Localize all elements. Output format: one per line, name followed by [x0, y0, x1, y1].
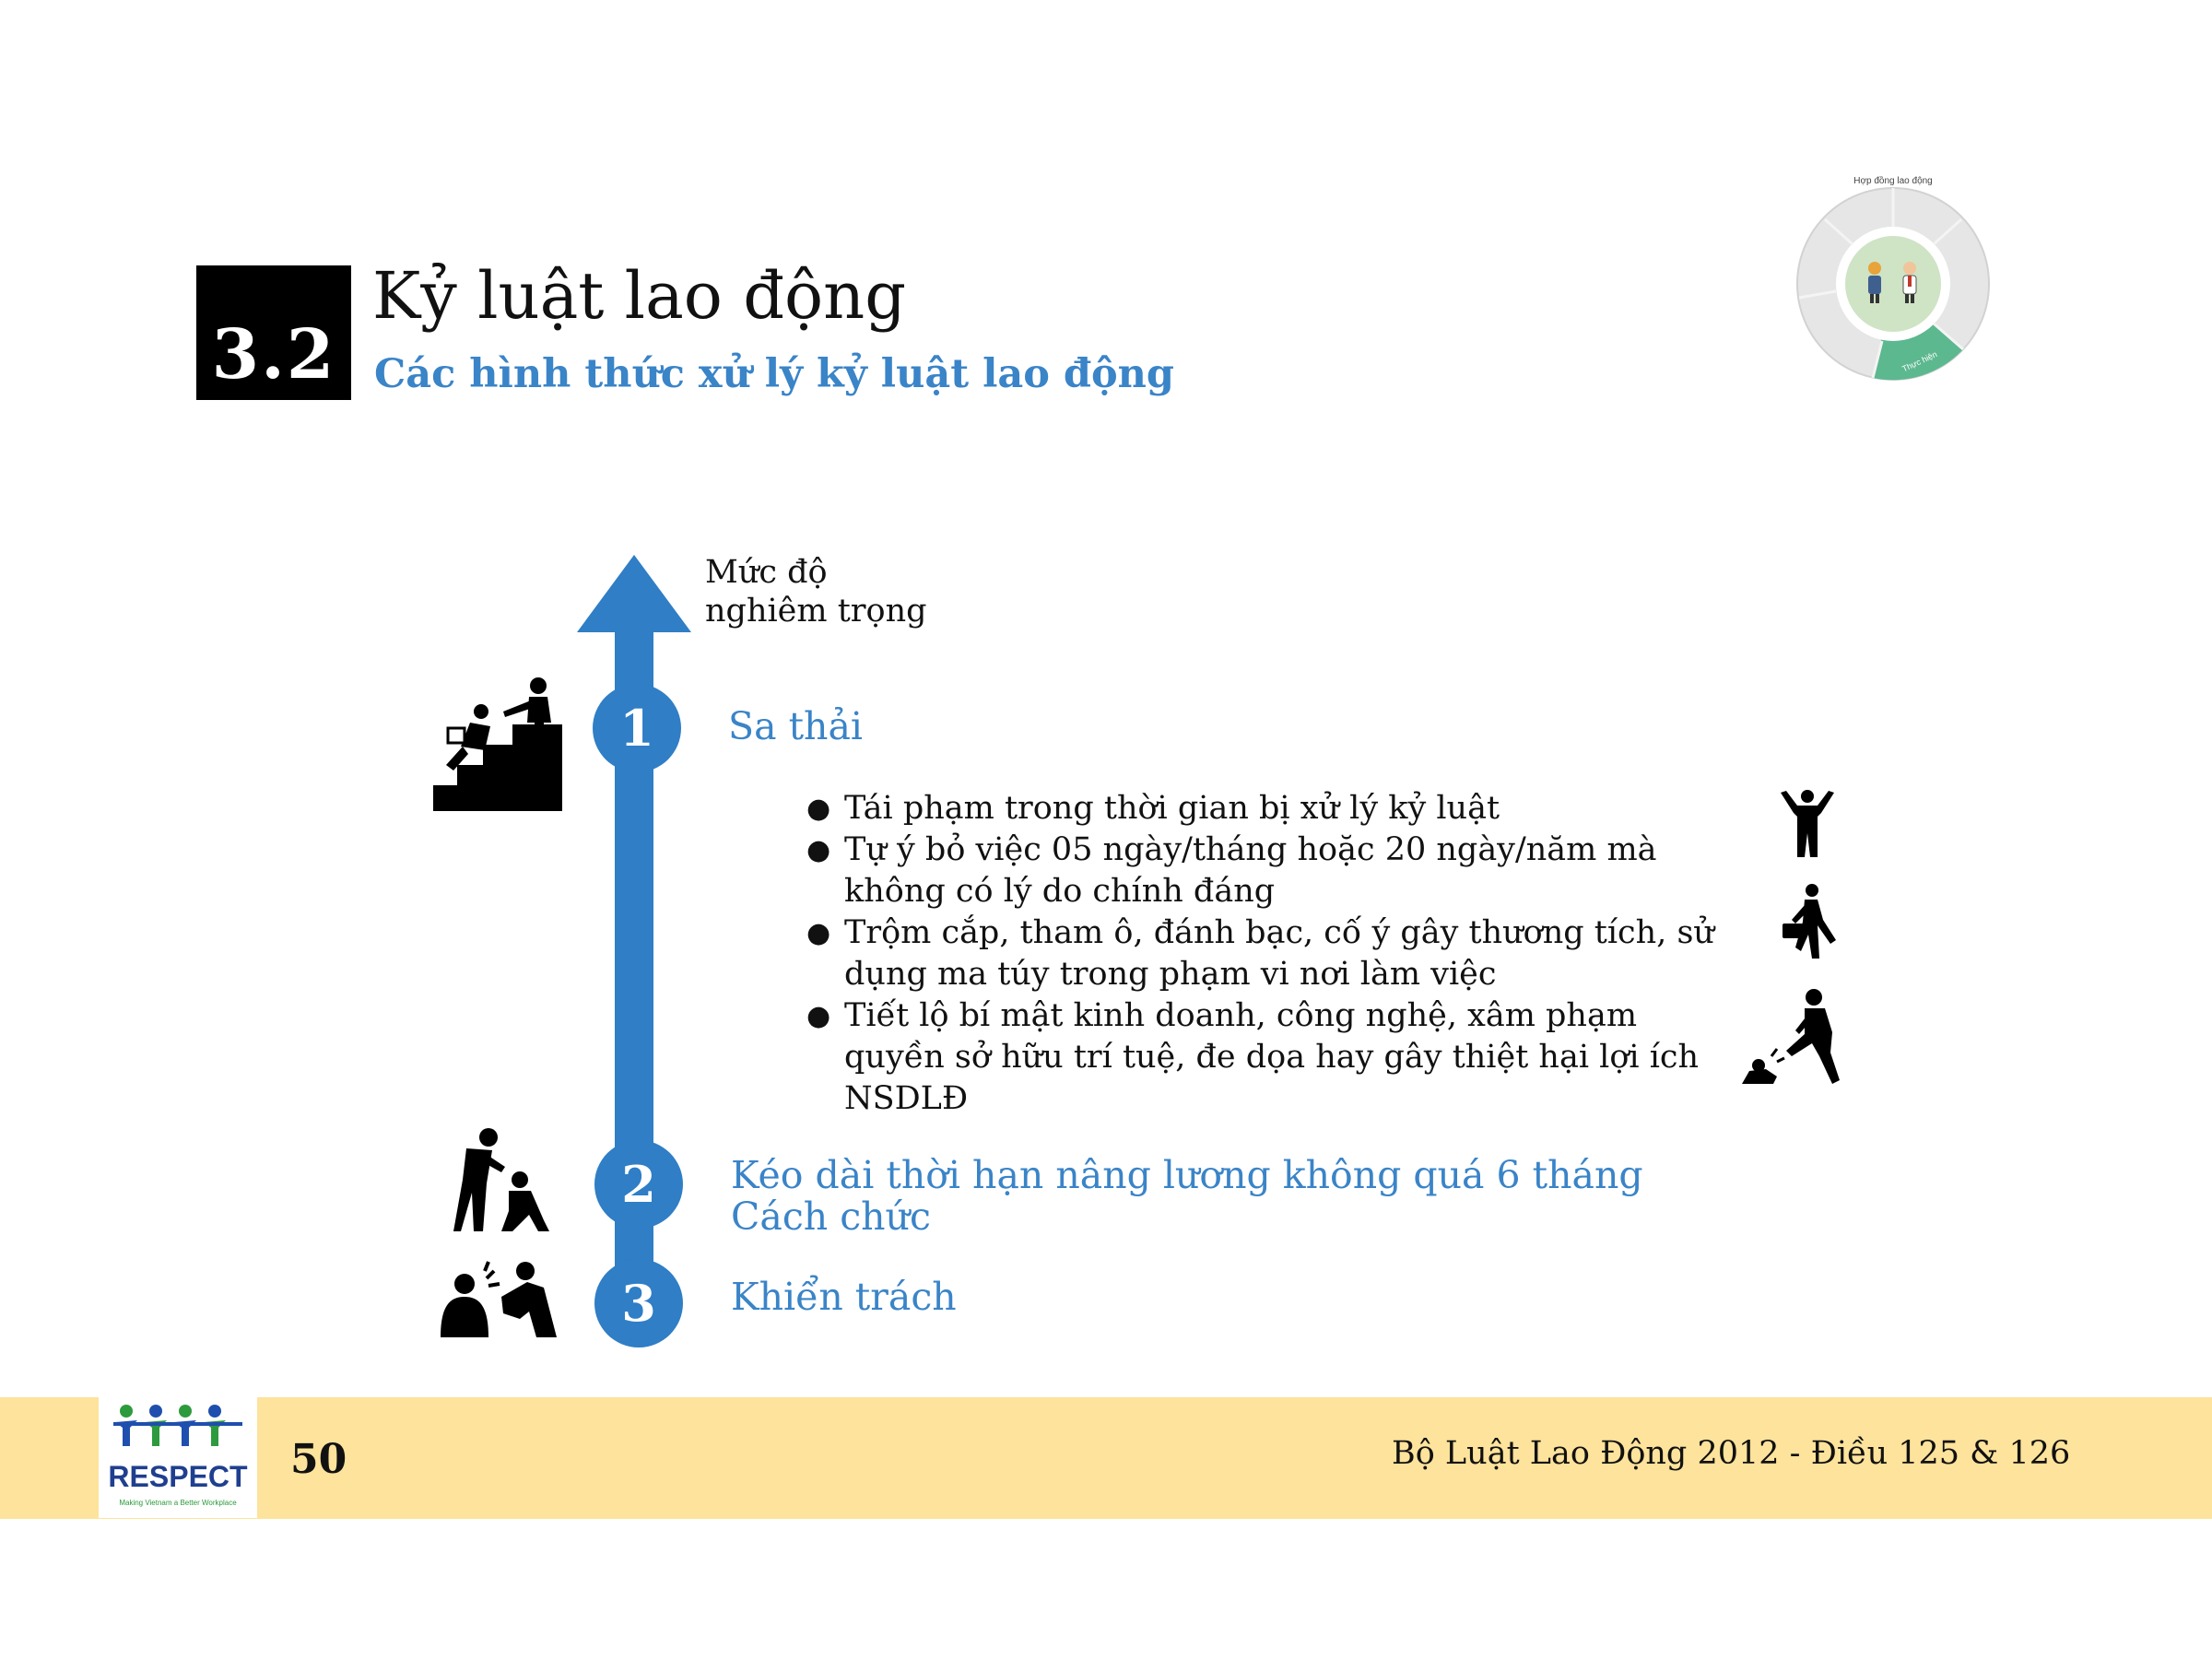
section-number-badge: 3.2 — [196, 265, 351, 400]
wheel-active-label: Thực hiện — [1900, 349, 1939, 374]
wheel-center — [1845, 236, 1941, 332]
list-item — [802, 830, 1724, 912]
level-1-number: 1 — [593, 684, 681, 772]
wheel-caption: Hợp đồng lao động — [1853, 176, 1933, 186]
severity-axis-label-line1: Mức độ — [705, 554, 828, 591]
push-down-stairs-icon — [429, 677, 566, 813]
scolding-figures-icon — [452, 1128, 551, 1233]
list-item — [802, 995, 1724, 1120]
level-3-label: Khiển trách — [731, 1275, 957, 1319]
reason-text: Tiết lộ bí mật kinh doanh, công nghệ, xâm phạm quyền sở hữu trí tuệ, đe dọa hay gây thiệt hại lợi ích NSDLĐ — [844, 997, 1700, 1117]
page-number: 50 — [290, 1436, 347, 1483]
dismissal-reasons-list — [802, 788, 1724, 1120]
severity-axis-label — [705, 553, 927, 630]
severity-arrow-head — [577, 555, 691, 632]
bullet-icon: ● — [806, 834, 831, 866]
level-2-number: 2 — [594, 1140, 683, 1229]
contract-progress-wheel — [1783, 169, 2004, 390]
shouting-figures-icon — [437, 1260, 562, 1339]
level-3-number: 3 — [594, 1259, 683, 1347]
level-2-label-line2: Cách chức — [731, 1194, 931, 1239]
bullet-icon: ● — [806, 1000, 831, 1032]
reason-text: Tự ý bỏ việc 05 ngày/tháng hoặc 20 ngày/năm mà không có lý do chính đáng — [844, 831, 1657, 910]
page-title: Kỷ luật lao động — [372, 258, 907, 334]
person-kicking-icon — [1740, 988, 1845, 1088]
bullet-icon: ● — [806, 793, 831, 825]
cheering-person-icon — [1779, 789, 1836, 859]
level-2-label-line1: Kéo dài thời hạn nâng lương không quá 6 tháng — [731, 1153, 1643, 1197]
person-leaving-with-briefcase-icon — [1781, 883, 1840, 960]
page-subtitle: Các hình thức xử lý kỷ luật lao động — [374, 351, 1174, 397]
footer-notch — [1940, 1382, 2097, 1397]
level-1-label: Sa thải — [728, 704, 864, 748]
logo-tagline: Making Vietnam a Better Workplace — [119, 1499, 237, 1507]
logo-wordmark: RESPECT — [108, 1460, 248, 1493]
reason-text: Trộm cắp, tham ô, đánh bạc, cố ý gây thương tích, sử dụng ma túy trong phạm vi nơi làm việc — [844, 914, 1714, 993]
reason-text: Tái phạm trong thời gian bị xử lý kỷ luật — [844, 790, 1500, 827]
list-item — [802, 788, 1724, 830]
footer-reference: Bộ Luật Lao Động 2012 - Điều 125 & 126 — [1392, 1435, 2071, 1472]
severity-axis-label-line2: nghiêm trọng — [705, 593, 927, 629]
list-item — [802, 912, 1724, 995]
bullet-icon: ● — [806, 917, 831, 949]
